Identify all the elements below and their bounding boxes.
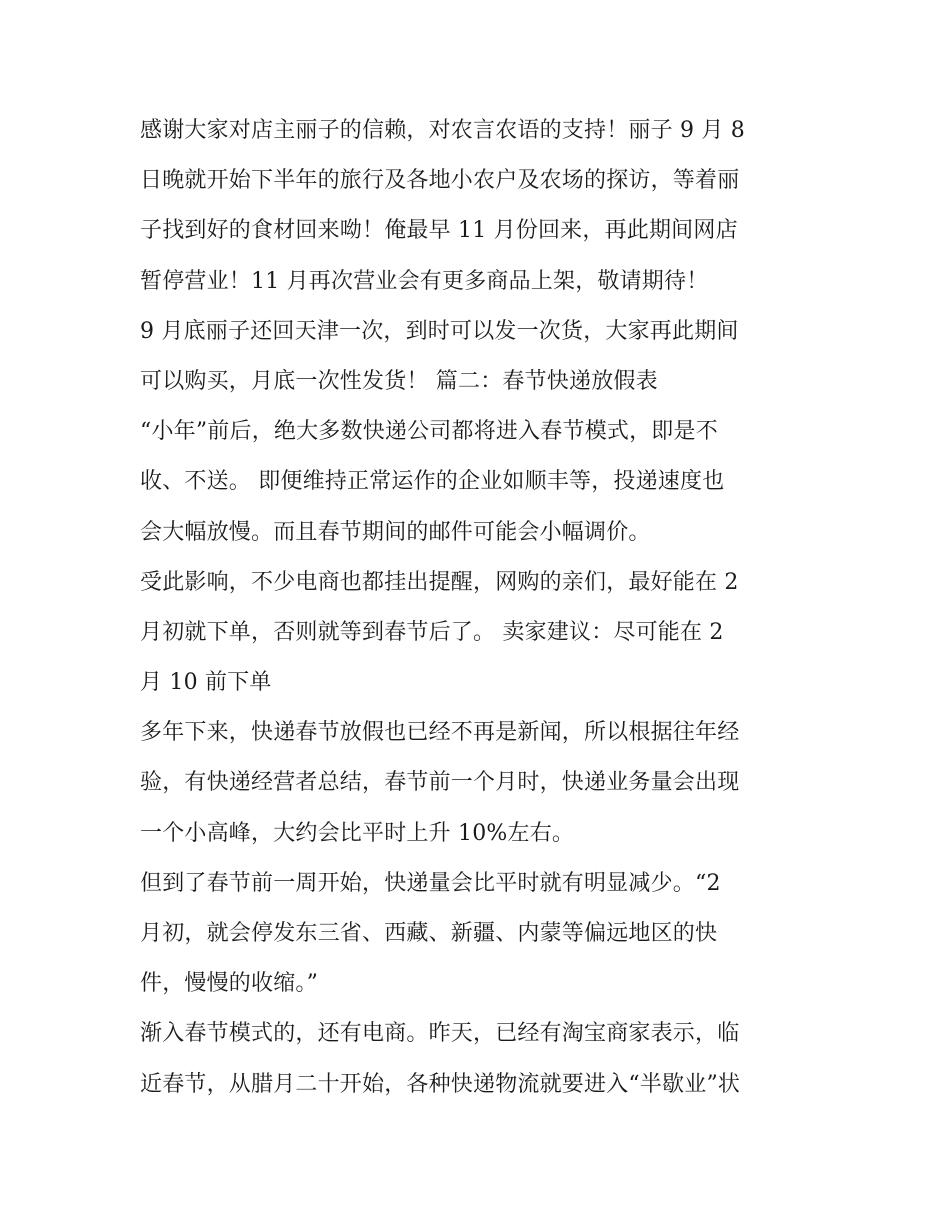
text-line: 可以购买，月底一次性发货！ 篇二：春节快递放假表 xyxy=(140,368,658,394)
text-line: 月初，就会停发东三省、西藏、新疆、内蒙等偏远地区的快 xyxy=(140,921,718,946)
text-line: 收、不送。 即便维持正常运作的企业如顺丰等，投递速度也 xyxy=(140,469,725,495)
text-line: 件，慢慢的收缩。” xyxy=(140,971,319,997)
text-line: 9 月底丽子还回天津一次，到时可以发一次货，大家再此期间 xyxy=(140,318,739,344)
text-line: 会大幅放慢。而且春节期间的邮件可能会小幅调价。 xyxy=(140,519,651,545)
text-line: 子找到好的食材回来呦！俺最早 11 月份回来，再此期间网店 xyxy=(140,218,738,244)
text-line: “小年”前后，绝大多数快递公司都将进入春节模式，即是不 xyxy=(140,419,718,445)
text-line: 近春节，从腊月二十开始，各种快递物流就要进入“半歇业”状 xyxy=(140,1071,741,1097)
text-line: 暂停营业！11 月再次营业会有更多商品上架，敬请期待！ xyxy=(140,268,709,294)
text-line: 日晚就开始下半年的旅行及各地小农户及农场的探访，等着丽 xyxy=(140,168,740,194)
text-line: 验，有快递经营者总结，春节前一个月时，快递业务量会出现 xyxy=(140,770,740,796)
document-body xyxy=(140,106,820,1110)
text-line: 月初就下单，否则就等到春节后了。 卖家建议：尽可能在 2 xyxy=(140,619,724,645)
text-line: 一个小高峰，大约会比平时上升 10%左右。 xyxy=(140,820,575,846)
text-line: 受此影响，不少电商也都挂出提醒，网购的亲们，最好能在 2 xyxy=(140,569,739,595)
text-line: 月 10 前下单 xyxy=(140,670,272,696)
text-line: 但到了春节前一周开始，快递量会比平时就有明显减少。“2 xyxy=(140,870,721,896)
text-line: 渐入春节模式的，还有电商。昨天，已经有淘宝商家表示，临 xyxy=(140,1021,740,1047)
text-line: 多年下来，快递春节放假也已经不再是新闻，所以根据往年经 xyxy=(140,720,740,746)
text-line: 感谢大家对店主丽子的信赖，对农言农语的支持！丽子 9 月 8 xyxy=(140,118,745,143)
